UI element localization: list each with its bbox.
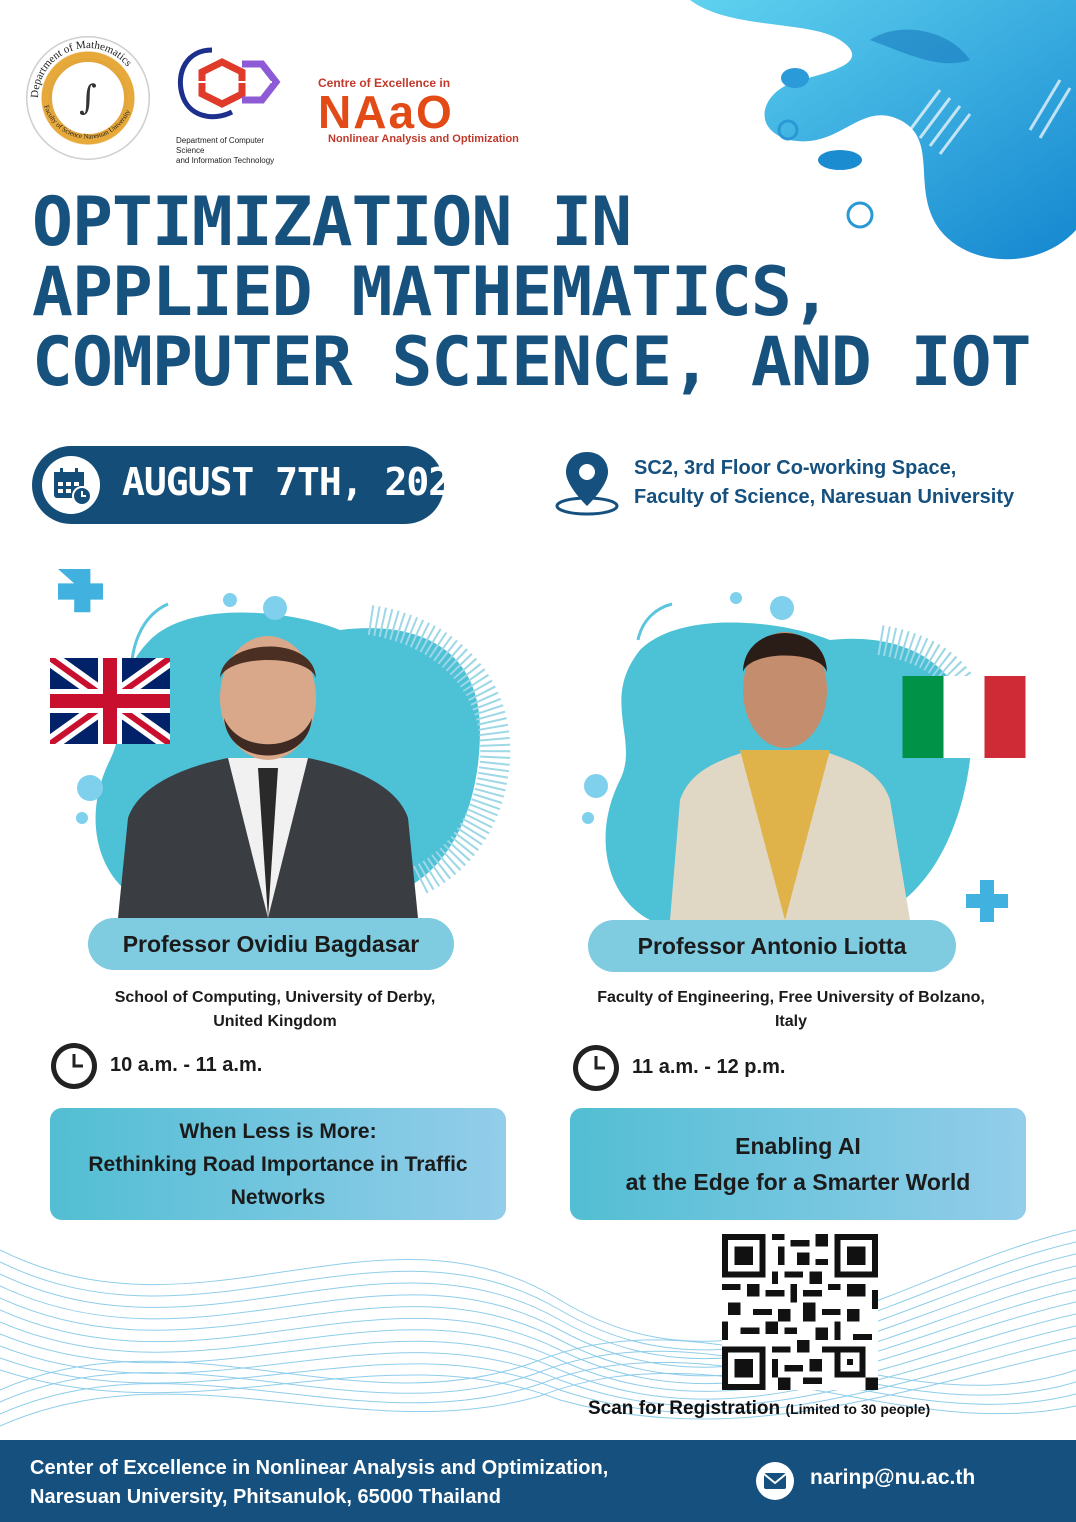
speaker2-affiliation-line1: Faculty of Engineering, Free University of Bolzano, — [597, 989, 985, 1006]
cs-logo-mark — [172, 42, 290, 132]
footer-address-line2: Naresuan University, Phitsanulok, 65000 Thailand — [30, 1486, 501, 1508]
clock-icon — [50, 1042, 98, 1090]
cs-logo-caption-line1: Department of Computer Science — [176, 136, 265, 155]
speaker2-affiliation — [566, 986, 1016, 1034]
speaker2-photo — [640, 610, 930, 920]
math-logo-ring-top: Department of Mathematics — [28, 38, 135, 99]
math-logo-ring — [26, 36, 150, 160]
registration-text: Scan for Registration — [588, 1398, 781, 1419]
calendar-icon — [42, 456, 100, 514]
speaker1-talk-line2: Rethinking Road Importance in Traffic — [88, 1152, 468, 1176]
cs-logo-caption-line2: and Information Technology — [176, 156, 275, 165]
nao-centre-logo — [318, 76, 548, 146]
cs-department-logo — [172, 42, 290, 165]
title-line-3: COMPUTER SCIENCE, AND IOT — [32, 323, 1031, 402]
date-pill — [32, 446, 473, 524]
math-logo-ring-bottom: Faculty of Science Naresuan University — [42, 103, 132, 141]
speaker1-time: 10 a.m. - 11 a.m. — [110, 1054, 263, 1076]
venue-line-1: SC2, 3rd Floor Co-working Space, — [634, 457, 957, 479]
clock-icon — [572, 1044, 620, 1092]
math-department-logo — [26, 36, 150, 160]
registration-label — [588, 1398, 930, 1420]
footer-address — [30, 1454, 608, 1512]
registration-limit: (Limited to 30 people) — [785, 1401, 931, 1417]
nao-logo-wordmark: NAaO — [318, 86, 454, 138]
speaker2-talk-title — [570, 1108, 1026, 1220]
speaker1-photo — [118, 618, 418, 918]
registration-qr-code[interactable] — [722, 1234, 878, 1390]
speaker1-talk-title — [50, 1108, 506, 1220]
footer-address-line1: Center of Excellence in Nonlinear Analysis and Optimization, — [30, 1457, 609, 1479]
svg-text:Faculty of Science Naresuan Un — [42, 104, 132, 141]
speaker2-talk-line2: at the Edge for a Smarter World — [625, 1169, 971, 1195]
contact-email[interactable]: narinp@nu.ac.th — [810, 1466, 976, 1489]
email-icon — [756, 1462, 794, 1500]
nao-logo-bottom: Nonlinear Analysis and Optimization — [328, 133, 519, 145]
speaker1-name: Professor Ovidiu Bagdasar — [88, 918, 454, 970]
event-venue — [634, 454, 1054, 512]
nao-logo-top: Centre of Excellence in — [318, 76, 451, 90]
location-pin-icon — [554, 448, 622, 518]
speaker1-affiliation — [60, 986, 490, 1034]
speaker1-talk-line3: Networks — [230, 1185, 326, 1209]
svg-text:Department of Mathematics — [29, 39, 134, 98]
speaker2-affiliation-line2: Italy — [774, 1013, 807, 1030]
event-title — [32, 183, 1031, 402]
title-line-1: OPTIMIZATION IN — [32, 183, 632, 262]
venue-line-2: Faculty of Science, Naresuan University — [634, 486, 1015, 508]
speaker2-talk-line1: Enabling AI — [735, 1133, 861, 1159]
speaker1-affiliation-line1: School of Computing, University of Derby, — [114, 989, 436, 1006]
math-logo-emblem: ∫ — [48, 58, 128, 138]
speaker1-affiliation-line2: United Kingdom — [213, 1013, 337, 1030]
footer — [0, 1440, 1076, 1522]
event-date: AUGUST 7TH, 2025 — [122, 460, 473, 504]
cs-logo-caption — [176, 136, 290, 166]
title-line-2: APPLIED MATHEMATICS, — [32, 253, 831, 332]
speaker2-time: 11 a.m. - 12 p.m. — [632, 1056, 786, 1078]
speaker1-talk-line1: When Less is More: — [179, 1119, 377, 1143]
speaker2-name: Professor Antonio Liotta — [588, 920, 956, 972]
